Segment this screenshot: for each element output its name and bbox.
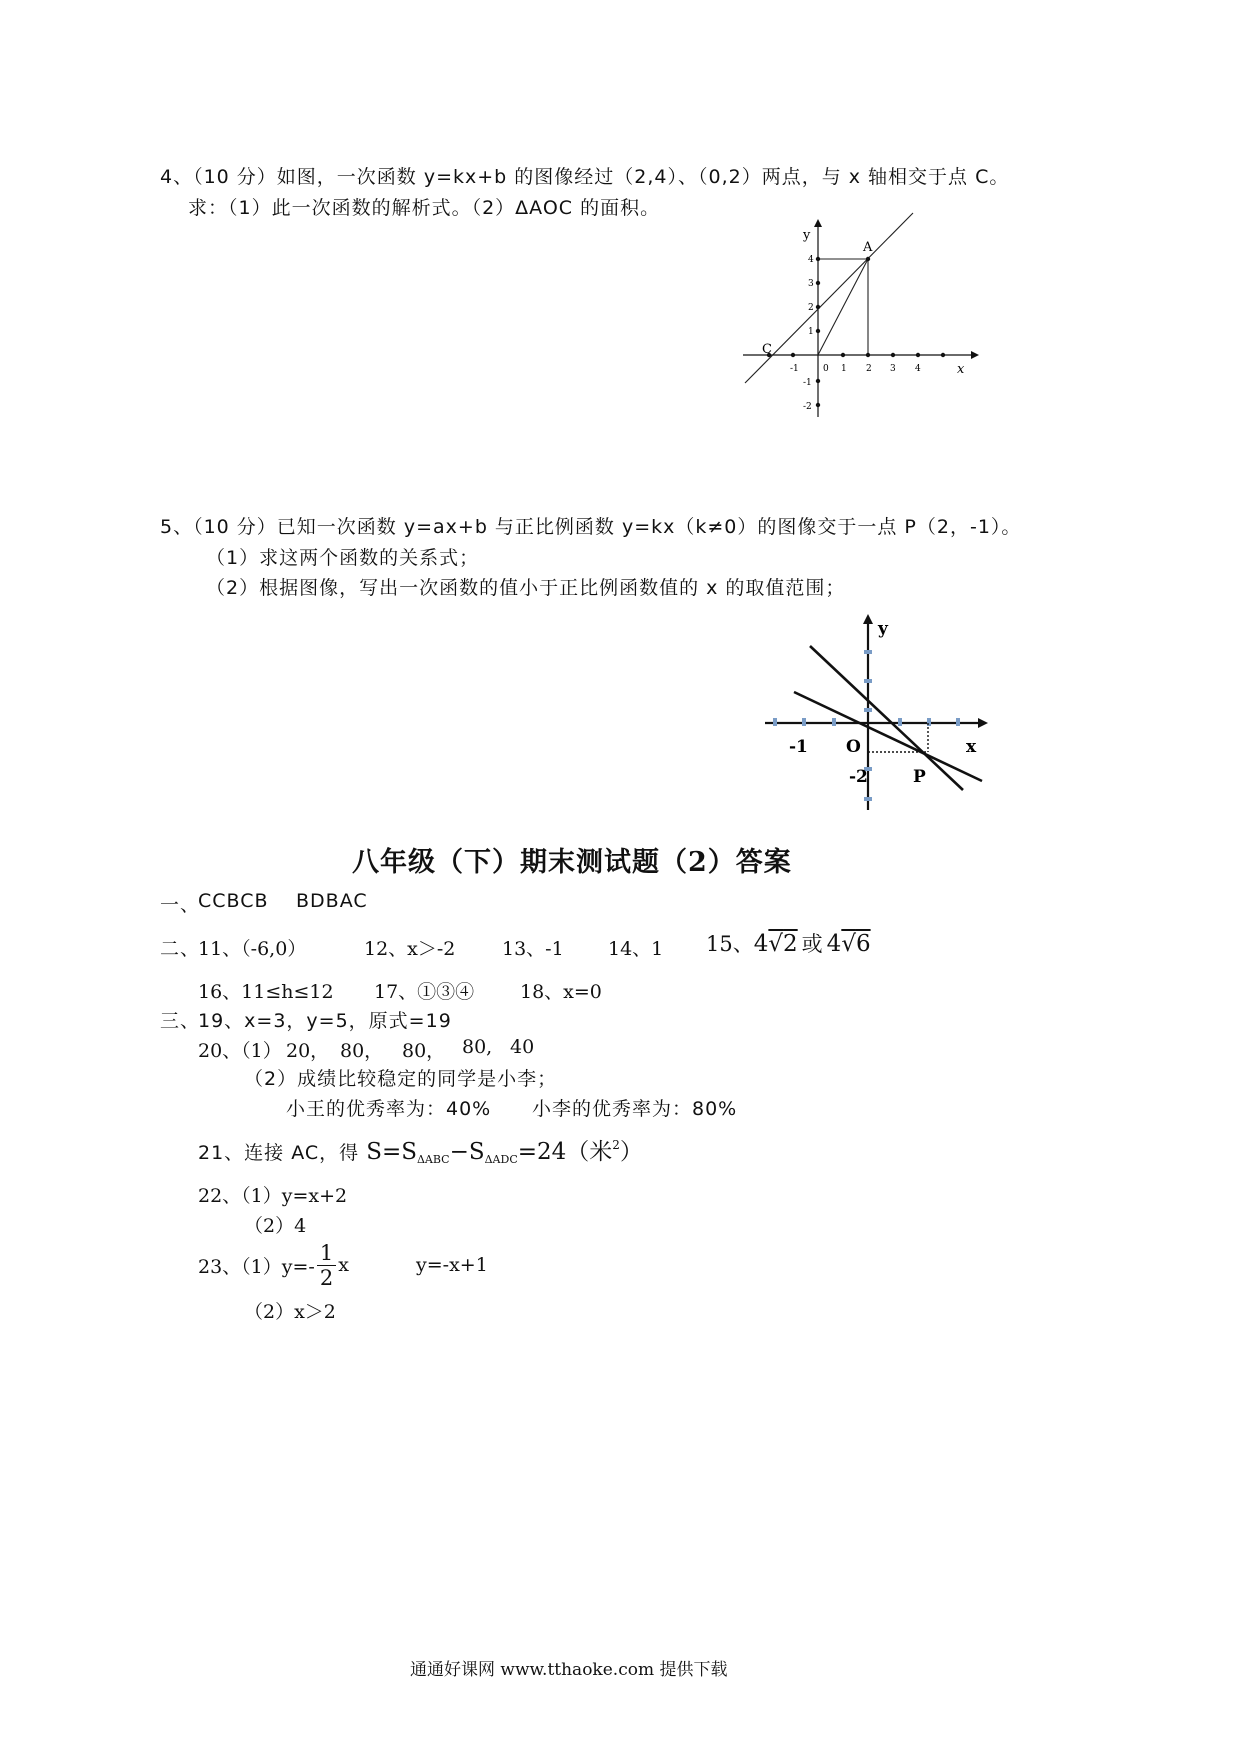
answer-21-sub1: ΔABC (416, 1153, 450, 1166)
y-axis-label: y (803, 228, 811, 243)
x-tick (802, 718, 806, 726)
answer-21 (198, 1133, 643, 1166)
answer-15-or: 或 (801, 932, 823, 956)
answer-20-value: 80， (402, 1040, 446, 1062)
answer-17: 17、①③④ (374, 981, 475, 1003)
y-tick-label: 4 (808, 255, 814, 265)
answers-title: 八年级（下）期末测试题（2）答案 (352, 847, 792, 878)
answer-23-part1 (198, 1237, 349, 1293)
y-tick-label: 3 (808, 279, 814, 289)
x-tick-label: 0 (823, 364, 829, 374)
x-axis-label: x (957, 362, 965, 377)
answer-21-sup: 2 (612, 1138, 620, 1152)
x-dot-2 (866, 353, 870, 357)
answer-23-part2: （2）x＞2 (244, 1301, 336, 1323)
y-tick (864, 679, 872, 683)
answer-21-minus: −S (449, 1139, 485, 1165)
y-axis-label: y (878, 619, 888, 639)
function-line (745, 213, 913, 383)
footer-text: 通通好课网 www.tthaoke.com 提供下载 (410, 1660, 728, 1680)
sqrt-2: √2 (768, 931, 798, 957)
answer-23-label: 23、（1）y=- (198, 1255, 315, 1278)
y-tick (864, 650, 872, 654)
point-A-dot (866, 257, 870, 261)
label-P: P (913, 767, 926, 787)
y-dot-3 (816, 281, 820, 285)
y-axis-arrow (814, 219, 822, 227)
answer-16: 16、11≤h≤12 (198, 981, 334, 1003)
section1-answers-b: BDBAC (296, 890, 368, 912)
answer-19: 19、x=3，y=5，原式=19 (198, 1010, 452, 1032)
label-C: C (762, 342, 772, 357)
section2-label: 二、 (160, 938, 201, 960)
x-dot--1 (791, 353, 795, 357)
y-dot-4 (816, 257, 820, 261)
figure-q4-graph (735, 205, 985, 420)
answer-23-x: x (338, 1254, 349, 1276)
answer-11: 11、（-6,0） (198, 938, 307, 960)
answer-23-second-function: y=-x+1 (416, 1254, 488, 1276)
x-tick (898, 718, 902, 726)
answer-18: 18、x=0 (520, 981, 602, 1003)
section1-label: 一、 (160, 894, 201, 916)
y-tick-label: -1 (803, 378, 812, 388)
x-tick-label: -1 (790, 364, 799, 374)
y-dot--2 (816, 403, 820, 407)
answer-20-value: 80， (340, 1040, 384, 1062)
x-dot-1 (841, 353, 845, 357)
y-dot-1 (816, 329, 820, 333)
figure-q5-graph (760, 610, 995, 815)
x-tick-label: 3 (890, 364, 896, 374)
answer-20-label: 20、（1） (198, 1040, 282, 1062)
q4-line1: 4、（10 分）如图，一次函数 y=kx+b 的图像经过（2,4）、（0,2）两点，与 x 轴相交于点 C。 (160, 166, 1010, 188)
x-tick-label: 4 (915, 364, 921, 374)
x-tick-label: -1 (789, 737, 808, 757)
x-tick-label: 2 (866, 364, 872, 374)
x-dot-5 (941, 353, 945, 357)
y-tick-label: 1 (808, 327, 814, 337)
y-tick (864, 708, 872, 712)
answer-20-part2: （2）成绩比较稳定的同学是小李； (244, 1068, 558, 1090)
x-axis-label: x (966, 737, 977, 757)
answer-20-value: 20， (286, 1040, 330, 1062)
answer-20-value: 80, (462, 1036, 493, 1058)
answer-15-coef-b: 4 (826, 931, 842, 957)
x-axis-arrow (978, 718, 988, 728)
section1-answers-a: CCBCB (198, 890, 269, 912)
x-dot-4 (916, 353, 920, 357)
answer-22-part1: 22、（1）y=x+2 (198, 1185, 348, 1207)
answer-21-close: ） (619, 1139, 643, 1165)
y-tick-label: 2 (808, 303, 814, 313)
sqrt-6: √6 (841, 931, 871, 957)
answer-20-rate-wang: 小王的优秀率为：40% (286, 1098, 492, 1120)
q5-line3: （2）根据图像，写出一次函数的值小于正比例函数值的 x 的取值范围； (206, 577, 846, 599)
answer-21-sub2: ΔADC (484, 1153, 518, 1166)
answer-15 (706, 928, 871, 958)
q5-line2: （1）求这两个函数的关系式； (206, 547, 480, 569)
x-dot-3 (891, 353, 895, 357)
x-tick (956, 718, 960, 726)
q5-line1: 5、（10 分）已知一次函数 y=ax+b 与正比例函数 y=kx（k≠0）的图像交于一点 P（2，-1）。 (160, 516, 1022, 538)
y-tick (864, 797, 872, 801)
answer-20-value: 40 (510, 1036, 535, 1058)
y-dot-2 (816, 305, 820, 309)
answer-12: 12、x＞-2 (364, 938, 456, 960)
x-tick-label: 1 (841, 364, 847, 374)
answer-15-coef-a: 4 (753, 931, 769, 957)
x-tick (773, 718, 777, 726)
answer-22-part2: （2）4 (244, 1215, 307, 1237)
x-axis-arrow (971, 351, 979, 359)
proportional-function-line (794, 692, 982, 781)
answer-21-value: =24（米 (517, 1139, 613, 1165)
y-tick-label: -2 (849, 767, 868, 787)
answer-15-prefix: 15、 (706, 932, 754, 956)
q4-line2: 求：（1）此一次函数的解析式。（2）ΔAOC 的面积。 (188, 197, 661, 219)
fraction-one-half: $\frac{1}{2}$ (317, 1241, 336, 1290)
y-axis-arrow (863, 614, 873, 624)
answer-21-text: 21、连接 AC，得 (198, 1142, 367, 1164)
label-A: A (863, 240, 873, 255)
y-tick-label: -2 (803, 402, 812, 412)
answer-20-rate-li: 小李的优秀率为：80% (532, 1098, 738, 1120)
x-tick (832, 718, 836, 726)
origin-label: O (846, 737, 861, 757)
answer-14: 14、1 (608, 938, 664, 960)
answer-13: 13、-1 (502, 938, 564, 960)
answer-21-S: S=S (366, 1139, 417, 1165)
segment-OA (818, 259, 868, 355)
section3-label: 三、 (160, 1010, 201, 1032)
y-dot--1 (816, 379, 820, 383)
